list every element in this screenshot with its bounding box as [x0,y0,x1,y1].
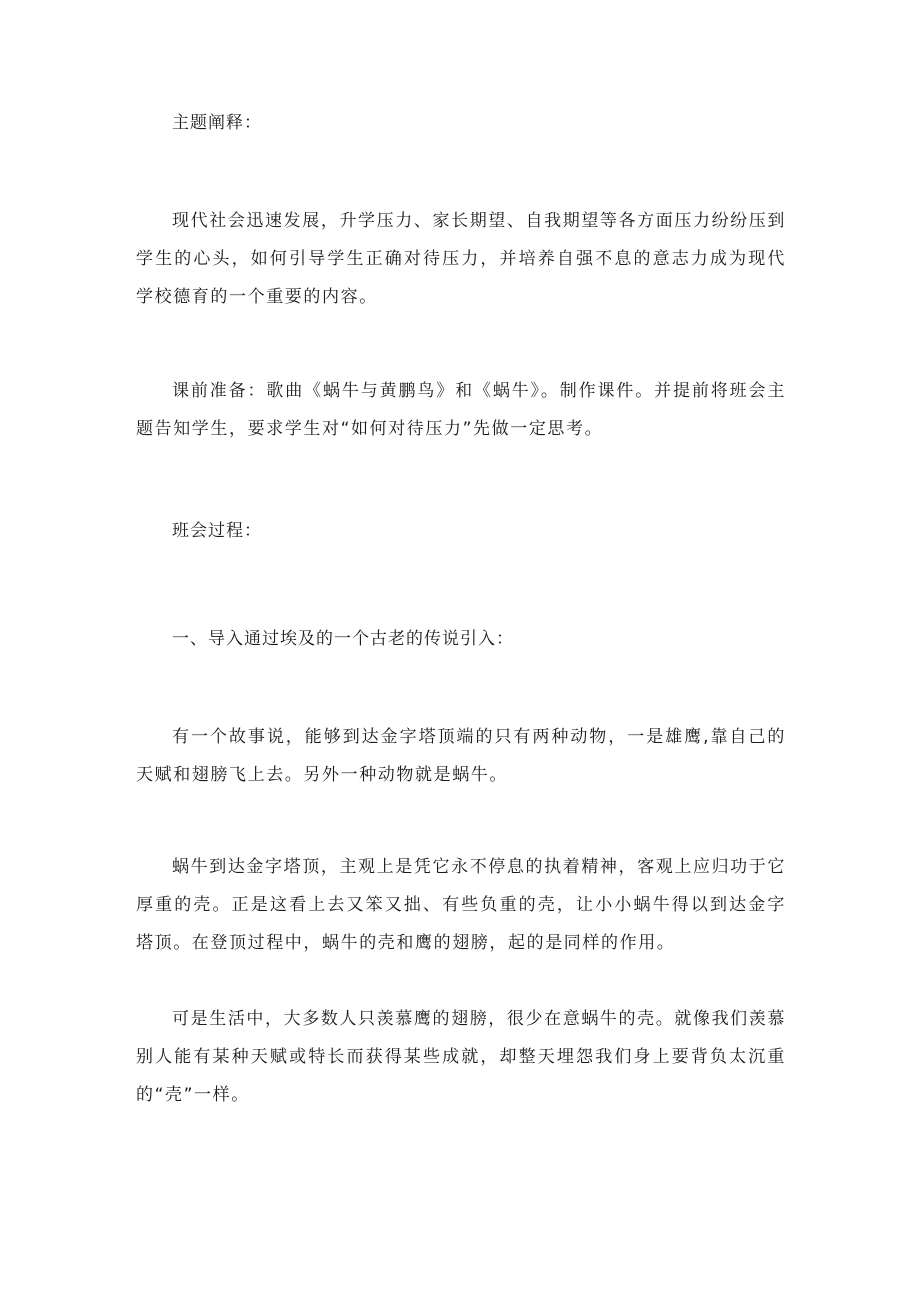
process-heading: 班会过程： [172,521,262,541]
theme-body-paragraph: 现代社会迅速发展，升学压力、家长期望、自我期望等各方面压力纷纷压到学生的心头，如何引导学生正确对待压力，并培养自强不息的意志力成为现代学校德育的一个重要的内容。 [136,211,786,307]
preparation-paragraph: 课前准备：歌曲《蜗牛与黄鹏鸟》和《蜗牛》。制作课件。并提前将班会主题告知学生，要求学生对“如何对待压力”先做一定思考。 [136,381,786,439]
section-one-heading: 一、导入通过埃及的一个古老的传说引入： [172,629,514,649]
snail-paragraph: 蜗牛到达金字塔顶，主观上是凭它永不停息的执着精神，客观上应归功于它厚重的壳。正是这看上去又笨又拙、有些负重的壳，让小小蜗牛得以到达金字塔顶。在登顶过程中，蜗牛的壳和鹰的翅膀，起的是同样的作用。 [136,857,786,953]
story-paragraph: 有一个故事说，能够到达金字塔顶端的只有两种动物，一是雄鹰,靠自己的天赋和翅膀飞上去。另外一种动物就是蜗牛。 [136,727,786,785]
life-paragraph: 可是生活中，大多数人只羡慕鹰的翅膀，很少在意蜗牛的壳。就像我们羡慕别人能有某种天赋或特长而获得某些成就，却整天埋怨我们身上要背负太沉重的“壳”一样。 [136,1009,786,1105]
theme-heading: 主题阐释： [172,113,262,133]
